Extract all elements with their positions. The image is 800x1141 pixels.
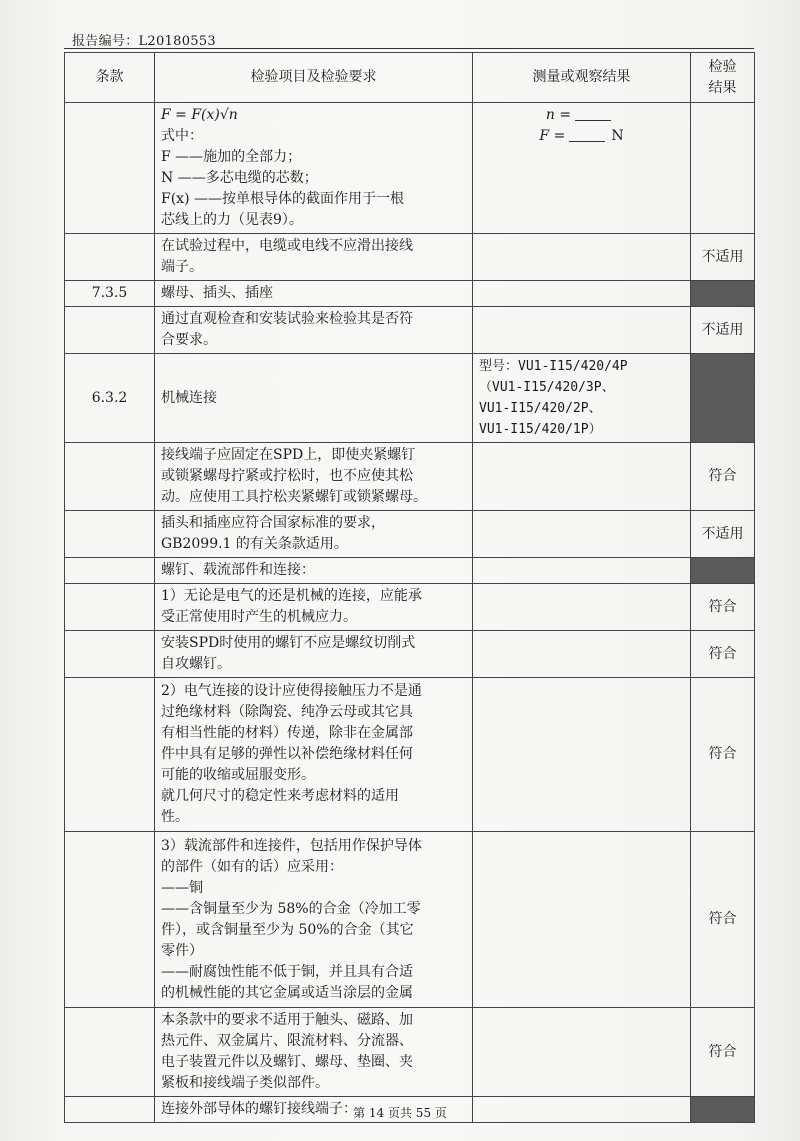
requirement-line: 插头和插座应符合国家标准的要求， [161, 515, 385, 531]
measurement-n-blank [575, 106, 611, 121]
header-result-line2: 结果 [708, 79, 737, 96]
requirement-cell [155, 678, 473, 832]
table-row [65, 631, 755, 678]
table-row [65, 584, 755, 631]
requirement-line: 性。 [161, 809, 189, 825]
result-cell: 符合 [691, 1008, 755, 1097]
requirement-cell [155, 443, 473, 511]
clause-cell [65, 307, 155, 354]
requirement-line: 连接外部导体的螺钉接线端子： [161, 1101, 357, 1117]
requirement-cell [155, 558, 473, 584]
requirement-line: 芯线上的力（见表9）。 [161, 212, 303, 228]
requirement-line: 的机械性能的其它金属或适当涂层的金属 [161, 984, 413, 1001]
requirement-cell [155, 234, 473, 281]
measurement-f-unit: N [611, 128, 624, 144]
result-cell: 符合 [691, 678, 755, 832]
requirement-line: 通过直观检查和安装试验来检验其是否符 [161, 311, 413, 327]
requirement-cell [155, 631, 473, 678]
measurement-cell [473, 631, 691, 678]
requirement-line: 就几何尺寸的稳定性来考虑材料的适用 [161, 788, 399, 804]
requirement-line: 在试验过程中，电缆或电线不应滑出接线 [161, 238, 413, 254]
table-row [65, 443, 755, 511]
measurement-cell [473, 832, 691, 1008]
table-row [65, 678, 755, 832]
requirement-line: 螺钉、载流部件和连接： [161, 562, 315, 578]
requirement-line: N ——多芯电缆的芯数； [161, 170, 318, 186]
measurement-cell [473, 281, 691, 307]
requirement-line: 可能的收缩或屈服变形。 [161, 767, 315, 783]
table-row [65, 103, 755, 234]
measurement-cell [473, 511, 691, 558]
measurement-n-label: n = [545, 107, 572, 123]
requirement-line: 紧板和接线端子类似部件。 [161, 1075, 329, 1091]
measurement-cell [473, 307, 691, 354]
requirement-line: 动。应使用工具拧松夹紧螺钉或锁紧螺母。 [161, 489, 427, 505]
requirement-line: 件中具有足够的弹性以补偿绝缘材料任何 [161, 746, 413, 762]
header-rule [64, 48, 754, 49]
result-cell: 符合 [691, 584, 755, 631]
clause-cell: 6.3.2 [65, 354, 155, 443]
requirement-line: 接线端子应固定在SPD上，即使夹紧螺钉 [161, 447, 416, 463]
requirement-cell [155, 281, 473, 307]
requirement-line: 式中： [161, 128, 203, 144]
requirement-cell [155, 832, 473, 1008]
result-cell: 不适用 [691, 307, 755, 354]
result-cell-shaded [691, 354, 755, 443]
header-measurement: 测量或观察结果 [473, 53, 691, 103]
requirement-line: ——耐腐蚀性能不低于铜，并且具有合适 [161, 963, 413, 980]
header-result [691, 53, 755, 103]
measurement-cell [473, 354, 691, 443]
clause-cell [65, 511, 155, 558]
table-header-row [65, 53, 755, 103]
header-clause: 条款 [65, 53, 155, 103]
requirement-cell [155, 511, 473, 558]
measurement-cell [473, 558, 691, 584]
table-row [65, 832, 755, 1008]
requirement-line: F(x) ——按单根导体的截面作用于一根 [161, 191, 404, 207]
table-row [65, 354, 755, 443]
result-cell: 不适用 [691, 234, 755, 281]
requirement-line: 电子装置元件以及螺钉、螺母、垫圈、夹 [161, 1054, 413, 1070]
measurement-cell [473, 443, 691, 511]
requirement-line: GB2099.1 的有关条款适用。 [161, 536, 348, 552]
result-cell [691, 103, 755, 234]
table-row [65, 234, 755, 281]
clause-cell [65, 234, 155, 281]
formula-line: F = F(x)√n [161, 107, 238, 123]
model-line: VU1-I15/420/2P、 [479, 401, 602, 416]
result-cell: 符合 [691, 631, 755, 678]
requirement-cell [155, 307, 473, 354]
clause-cell [65, 1008, 155, 1097]
requirement-line: 件），或含铜量至少为 50%的合金（其它 [161, 921, 414, 938]
model-line: 型号：VU1-I15/420/4P [479, 359, 628, 374]
requirement-line: 受正常使用时产生的机械应力。 [161, 609, 357, 625]
requirement-line: 有相当性能的材料）传递，除非在金属部 [161, 725, 413, 741]
requirement-cell [155, 103, 473, 234]
measurement-f-blank [569, 127, 605, 142]
result-cell: 符合 [691, 443, 755, 511]
requirement-cell [155, 584, 473, 631]
requirement-line: ——铜 [161, 879, 203, 896]
requirement-line: 螺母、插头、插座 [161, 285, 273, 301]
result-cell: 符合 [691, 832, 755, 1008]
result-cell-shaded [691, 558, 755, 584]
table-row [65, 558, 755, 584]
header-requirement: 检验项目及检验要求 [155, 53, 473, 103]
inspection-table [64, 52, 755, 1123]
requirement-line: 或锁紧螺母拧紧或拧松时，也不应使其松 [161, 468, 413, 484]
clause-cell [65, 443, 155, 511]
table-row [65, 281, 755, 307]
clause-cell [65, 584, 155, 631]
measurement-cell [473, 584, 691, 631]
requirement-cell [155, 354, 473, 443]
requirement-line: 的部件（如有的话）应采用： [161, 858, 343, 875]
clause-cell: 7.3.5 [65, 281, 155, 307]
page-footer: 第 14 页共 55 页 [353, 1106, 447, 1120]
requirement-line: 零件） [161, 942, 203, 959]
requirement-line: 本条款中的要求不适用于触头、磁路、加 [161, 1012, 413, 1028]
requirement-line: 过绝缘材料（除陶瓷、纯净云母或其它具 [161, 704, 413, 720]
measurement-cell [473, 678, 691, 832]
clause-cell [65, 631, 155, 678]
result-cell-shaded [691, 281, 755, 307]
clause-cell [65, 832, 155, 1008]
measurement-cell [473, 234, 691, 281]
requirement-line: 机械连接 [161, 389, 217, 406]
header-result-line1: 检验 [708, 58, 737, 75]
requirement-line: F ——施加的全部力； [161, 149, 302, 165]
requirement-cell [155, 1008, 473, 1097]
measurement-cell [473, 103, 691, 234]
requirement-line: 安装SPD时使用的螺钉不应是螺纹切削式 [161, 635, 416, 651]
requirement-line: 热元件、双金属片、限流材料、分流器、 [161, 1033, 413, 1049]
requirement-line: 3）载流部件和连接件，包括用作保护导体 [161, 837, 422, 854]
measurement-f-label: F = [539, 128, 566, 144]
requirement-line: 端子。 [161, 259, 203, 275]
requirement-line: 自攻螺钉。 [161, 656, 231, 672]
model-line: （VU1-I15/420/3P、 [479, 380, 615, 395]
clause-cell [65, 558, 155, 584]
clause-cell [65, 103, 155, 234]
report-number: 报告编号：L20180553 [72, 34, 217, 49]
result-cell: 不适用 [691, 511, 755, 558]
table-row [65, 1008, 755, 1097]
measurement-f [479, 126, 684, 147]
requirement-line: 合要求。 [161, 332, 217, 348]
measurement-n [479, 105, 684, 126]
requirement-line: ——含铜量至少为 58%的合金（冷加工零 [161, 900, 421, 917]
requirement-line: 2）电气连接的设计应使得接触压力不是通 [161, 683, 422, 699]
clause-cell [65, 678, 155, 832]
table-row [65, 511, 755, 558]
measurement-cell [473, 1008, 691, 1097]
table-row [65, 307, 755, 354]
model-line: VU1-I15/420/1P） [479, 422, 602, 437]
requirement-line: 1）无论是电气的还是机械的连接，应能承 [161, 588, 422, 604]
